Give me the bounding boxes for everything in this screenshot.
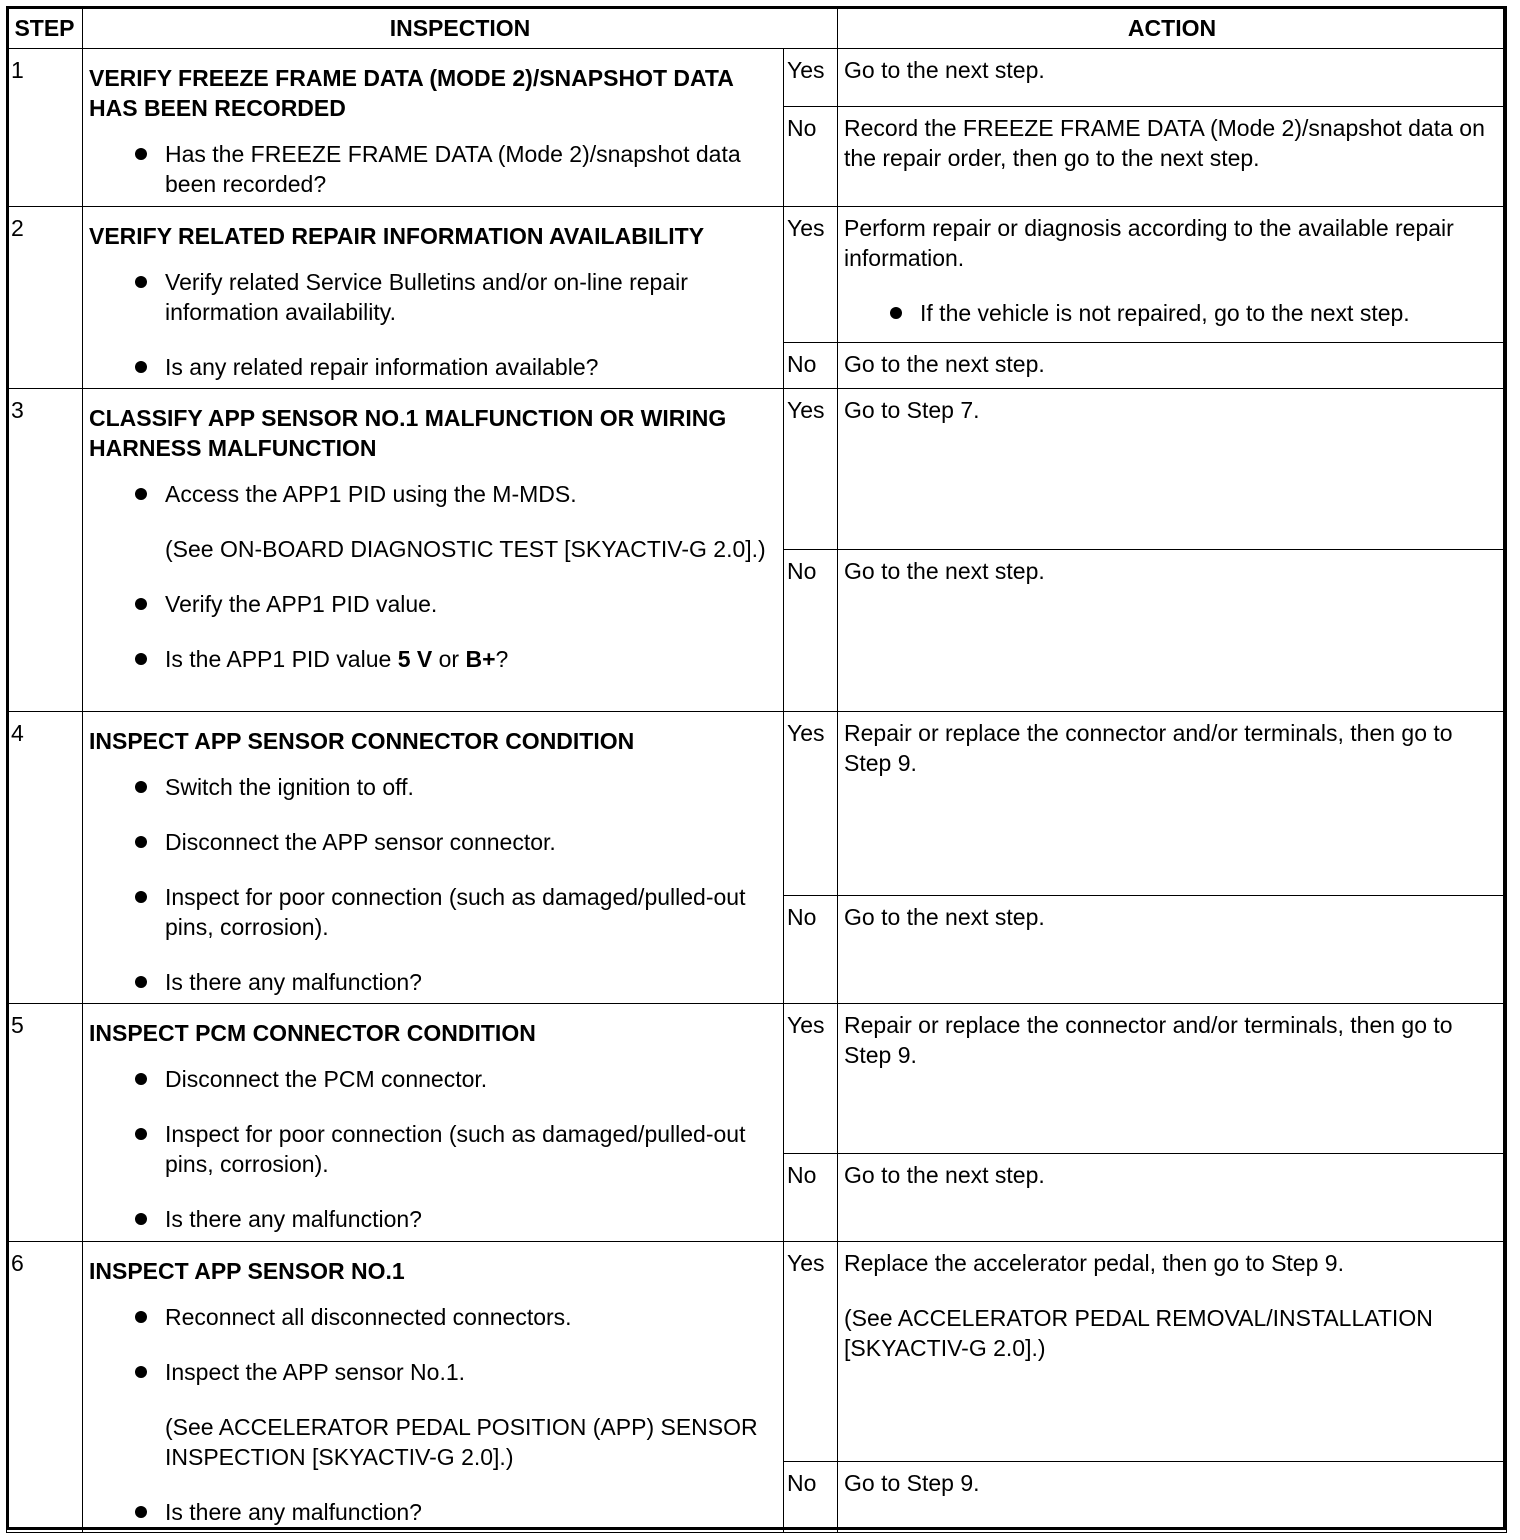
inspection-title: INSPECT APP SENSOR NO.1 (89, 1258, 405, 1284)
inspection-cell (83, 1004, 784, 1242)
table-row (7, 207, 1507, 343)
inspection-item: Verify related Service Bulletins and/or on-line repair information availability. (89, 267, 777, 327)
no-action: Record the FREEZE FRAME DATA (Mode 2)/snapshot data on the repair order, then go to the next step. (838, 107, 1507, 207)
inspection-item: Access the APP1 PID using the M-MDS. (89, 479, 777, 509)
table-row (7, 49, 1507, 107)
step-number: 5 (7, 1004, 83, 1242)
header-row (7, 7, 1507, 49)
value-bplus: B+ (465, 646, 496, 672)
no-label: No (784, 1154, 838, 1242)
step-number: 2 (7, 207, 83, 389)
inspection-item: Is there any malfunction? (89, 1497, 777, 1527)
inspection-item: Inspect the APP sensor No.1. (89, 1357, 777, 1387)
inspection-cell (83, 389, 784, 712)
item-text: ? (495, 646, 509, 672)
table-row (7, 712, 1507, 896)
yes-action-note: (See ACCELERATOR PEDAL REMOVAL/INSTALLATION [SKYACTIV-G 2.0].) (844, 1305, 1433, 1361)
no-action: Go to the next step. (838, 550, 1507, 712)
yes-action-cell (838, 1242, 1507, 1462)
yes-label: Yes (784, 712, 838, 896)
yes-label: Yes (784, 389, 838, 550)
inspection-cell (83, 49, 784, 207)
inspection-item: Verify the APP1 PID value. (89, 589, 777, 619)
inspection-item: Inspect for poor connection (such as damaged/pulled-out pins, corrosion). (89, 882, 777, 942)
inspection-title: INSPECT APP SENSOR CONNECTOR CONDITION (89, 728, 635, 754)
inspection-title: VERIFY FREEZE FRAME DATA (MODE 2)/SNAPSHOT DATA HAS BEEN RECORDED (89, 65, 734, 121)
no-label: No (784, 343, 838, 389)
inspection-item: Has the FREEZE FRAME DATA (Mode 2)/snapshot data been recorded? (89, 139, 777, 199)
no-action: Go to the next step. (838, 896, 1507, 1004)
step-number: 3 (7, 389, 83, 712)
inspection-cell (83, 712, 784, 1004)
yes-label: Yes (784, 207, 838, 343)
header-action: ACTION (838, 7, 1507, 49)
header-inspection: INSPECTION (83, 7, 838, 49)
no-action: Go to the next step. (838, 1154, 1507, 1242)
item-text: Is the APP1 PID value (165, 646, 398, 672)
no-action: Go to Step 9. (838, 1462, 1507, 1533)
yes-label: Yes (784, 49, 838, 107)
table-row (7, 389, 1507, 550)
step-number: 6 (7, 1242, 83, 1533)
no-label: No (784, 550, 838, 712)
diagnostic-table (6, 6, 1507, 1533)
step-number: 1 (7, 49, 83, 207)
no-action: Go to the next step. (838, 343, 1507, 389)
table-row (7, 1004, 1507, 1154)
yes-action: Repair or replace the connector and/or terminals, then go to Step 9. (838, 1004, 1507, 1154)
no-label: No (784, 107, 838, 207)
inspection-item: Reconnect all disconnected connectors. (89, 1302, 777, 1332)
yes-action: Repair or replace the connector and/or terminals, then go to Step 9. (838, 712, 1507, 896)
value-5v: 5 V (397, 646, 433, 672)
step-number: 4 (7, 712, 83, 1004)
inspection-item: Disconnect the APP sensor connector. (89, 827, 777, 857)
yes-action: Replace the accelerator pedal, then go to Step 9. (844, 1250, 1344, 1276)
yes-label: Yes (784, 1242, 838, 1462)
item-text: or (432, 646, 466, 672)
yes-action: Perform repair or diagnosis according to the available repair information. (844, 215, 1454, 271)
yes-action: Go to Step 7. (838, 389, 1507, 550)
inspection-item: Is any related repair information available? (89, 352, 777, 382)
inspection-item: Is there any malfunction? (89, 967, 777, 997)
yes-label: Yes (784, 1004, 838, 1154)
inspection-title: INSPECT PCM CONNECTOR CONDITION (89, 1020, 536, 1046)
no-label: No (784, 896, 838, 1004)
yes-action-cell (838, 207, 1507, 343)
inspection-title: VERIFY RELATED REPAIR INFORMATION AVAILABILITY (89, 223, 705, 249)
inspection-cell (83, 1242, 784, 1533)
inspection-item: Is there any malfunction? (89, 1204, 777, 1234)
inspection-title: CLASSIFY APP SENSOR NO.1 MALFUNCTION OR WIRING HARNESS MALFUNCTION (89, 405, 727, 461)
inspection-item: Inspect for poor connection (such as damaged/pulled-out pins, corrosion). (89, 1119, 777, 1179)
no-label: No (784, 1462, 838, 1533)
inspection-item: Disconnect the PCM connector. (89, 1064, 777, 1094)
yes-action-sub-item: If the vehicle is not repaired, go to the next step. (844, 298, 1500, 328)
yes-action: Go to the next step. (838, 49, 1507, 107)
inspection-item: Switch the ignition to off. (89, 772, 777, 802)
inspection-note: (See ON-BOARD DIAGNOSTIC TEST [SKYACTIV-G 2.0].) (165, 536, 766, 562)
inspection-item (89, 644, 777, 674)
header-step: STEP (7, 7, 83, 49)
inspection-note: (See ACCELERATOR PEDAL POSITION (APP) SENSOR INSPECTION [SKYACTIV-G 2.0].) (165, 1414, 758, 1470)
inspection-cell (83, 207, 784, 389)
table-row (7, 1242, 1507, 1462)
